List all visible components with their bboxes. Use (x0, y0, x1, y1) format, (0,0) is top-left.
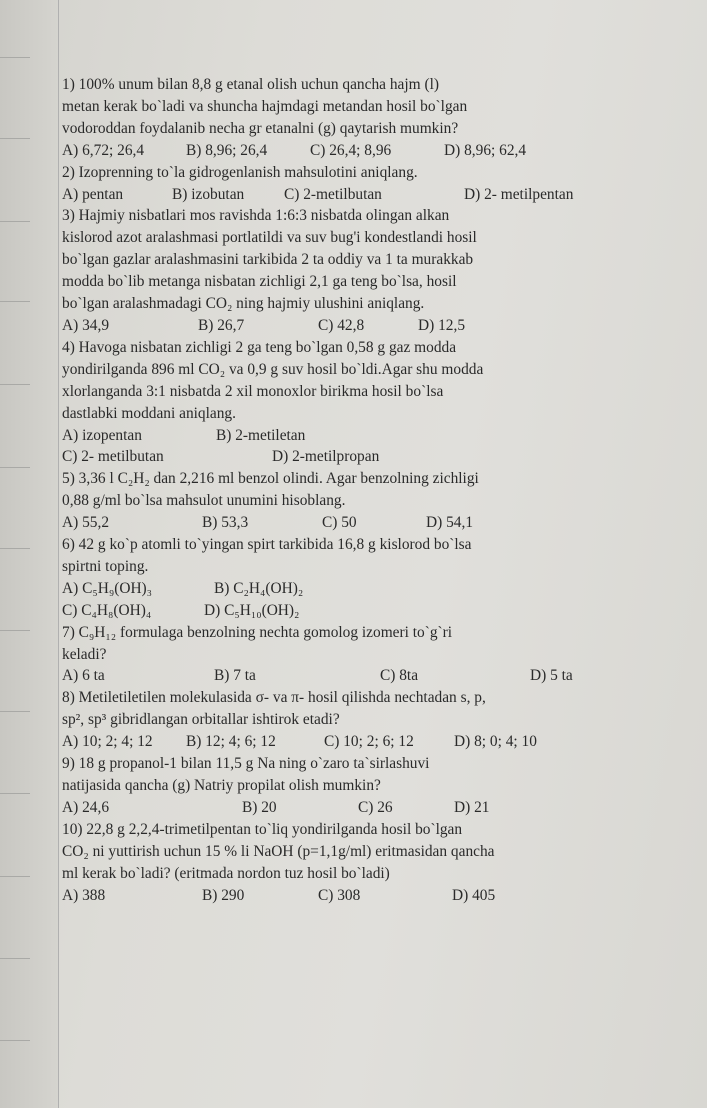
question-10 (62, 819, 592, 907)
margin-tick (0, 958, 30, 959)
option-b: B) 7 ta (214, 667, 256, 685)
question-4 (62, 337, 592, 468)
option-c: C) 26 (358, 798, 393, 816)
question-text: 1) 100% unum bilan 8,8 g etanal olish uchun qancha hajm (l) (62, 76, 439, 93)
question-1 (62, 74, 592, 162)
option-a: A) 6 ta (62, 667, 105, 685)
question-3 (62, 205, 592, 336)
question-text: sp², sp³ gibridlangan orbitallar ishtirok etadi? (62, 711, 340, 729)
margin-tick (0, 630, 30, 631)
option-a: A) izopentan (62, 426, 142, 444)
option-b: B) 26,7 (198, 316, 245, 334)
margin-tick (0, 548, 30, 549)
option-d: D) 12,5 (418, 316, 466, 334)
question-6 (62, 534, 592, 622)
answer-options (62, 140, 592, 162)
option-c: C) 26,4; 8,96 (310, 141, 392, 159)
option-b: B) 8,96; 26,4 (186, 141, 268, 159)
option-a: A) 34,9 (62, 316, 110, 334)
margin-tick (0, 711, 30, 712)
question-text: natijasida qancha (g) Natriy propilat olish mumkin? (62, 777, 381, 794)
answer-options (62, 665, 592, 687)
question-text: metan kerak bo`ladi va shuncha hajmdagi metandan hosil bo`lgan (62, 97, 468, 115)
margin-tick (0, 221, 30, 222)
question-text: keladi? (62, 645, 107, 663)
option-c: C) 308 (318, 886, 361, 904)
question-text: ml kerak bo`ladi? (eritmada nordon tuz hosil bo`ladi) (62, 864, 390, 882)
question-5 (62, 468, 592, 534)
option-b: B) izobutan (172, 185, 245, 203)
question-text: 8) Metiletiletilen molekulasida σ- va π- hosil qilishda nechtadan s, p, (62, 689, 486, 707)
answer-options (62, 600, 592, 622)
question-text: 6) 42 g ko`p atomli to`yingan spirt tarkibida 16,8 g kislorod bo`lsa (62, 536, 472, 554)
question-text: bo`lgan gazlar aralashmasini tarkibida 2 ta oddiy va 1 ta murakkab (62, 251, 474, 269)
option-d: D) 8; 0; 4; 10 (454, 733, 537, 751)
option-d: D) 5 ta (530, 667, 573, 685)
option-c: C) 2-metilbutan (284, 185, 382, 203)
question-2 (62, 162, 592, 206)
question-text: dastlabki moddani aniqlang. (62, 404, 236, 422)
option-d: D) C₅H₁₀(OH)₂ (204, 601, 300, 619)
option-a: A) 388 (62, 886, 106, 904)
margin-tick (0, 793, 30, 794)
question-text: xlorlanganda 3:1 nisbatda 2 xil monoxlor birikma hosil bo`lsa (62, 382, 444, 400)
answer-options (62, 578, 592, 600)
margin-tick (0, 876, 30, 877)
option-a: A) 24,6 (62, 798, 110, 816)
margin-tick (0, 57, 30, 58)
margin-tick (0, 1040, 30, 1041)
option-d: D) 21 (454, 798, 490, 816)
answer-options (62, 315, 592, 337)
option-b: B) 12; 4; 6; 12 (186, 733, 276, 751)
margin-tick (0, 467, 30, 468)
question-text: 5) 3,36 l C₂H₂ dan 2,216 ml benzol olindi. Agar benzolning zichligi (62, 470, 479, 488)
margin-tick (0, 301, 30, 302)
option-c: C) 8ta (380, 667, 419, 685)
option-b: B) 20 (242, 798, 277, 816)
margin-tick (0, 138, 30, 139)
question-text: 10) 22,8 g 2,2,4-trimetilpentan to`liq yondirilganda hosil bo`lgan (62, 820, 463, 838)
option-b: B) 2-metiletan (216, 426, 306, 444)
question-text: 4) Havoga nisbatan zichligi 2 ga teng bo`lgan 0,58 g gaz modda (62, 338, 457, 356)
answer-options (62, 425, 592, 447)
notebook-margin (0, 0, 58, 1108)
question-7 (62, 622, 592, 688)
option-a: A) C₅H₉(OH)₃ (62, 579, 153, 597)
option-a: A) 55,2 (62, 514, 110, 532)
question-9 (62, 753, 592, 819)
option-a: A) 10; 2; 4; 12 (62, 733, 153, 751)
question-text: modda bo`lib metanga nisbatan zichligi 2,1 ga teng bo`lsa, hosil (62, 273, 457, 291)
answer-options (62, 797, 592, 819)
option-a: A) 6,72; 26,4 (62, 141, 145, 159)
answer-options (62, 512, 592, 534)
question-text: CO₂ ni yuttirish uchun 15 % li NaOH (p=1,1g/ml) eritmasidan qancha (62, 842, 495, 860)
option-c: C) 10; 2; 6; 12 (324, 733, 414, 751)
option-c: C) 42,8 (318, 316, 365, 334)
answer-options (62, 885, 592, 907)
option-c: C) 2- metilbutan (62, 448, 164, 466)
question-text: bo`lgan aralashmadagi CO₂ ning hajmiy ulushini aniqlang. (62, 295, 425, 313)
margin-tick (0, 384, 30, 385)
answer-options (62, 184, 592, 206)
question-text: kislorod azot aralashmasi portlatildi va suv bug'i kondestlandi hosil (62, 229, 477, 247)
answer-options (62, 446, 592, 468)
option-d: D) 2- metilpentan (464, 185, 574, 203)
question-text: 0,88 g/ml bo`lsa mahsulot unumini hisoblang. (62, 492, 346, 510)
option-b: B) C₂H₄(OH)₂ (214, 579, 304, 597)
option-c: C) C₄H₈(OH)₄ (62, 601, 152, 619)
question-text: spirtni toping. (62, 557, 149, 575)
question-text: 2) Izoprenning to`la gidrogenlanish mahsulotini aniqlang. (62, 163, 418, 181)
option-a: A) pentan (62, 185, 124, 203)
question-text: 7) C₉H₁₂ formulaga benzolning nechta gomolog izomeri to`g`ri (62, 623, 453, 641)
question-text: 3) Hajmiy nisbatlari mos ravishda 1:6:3 nisbatda olingan alkan (62, 207, 450, 225)
answer-options (62, 731, 592, 753)
question-8 (62, 687, 592, 753)
option-d: D) 405 (452, 886, 496, 904)
option-b: B) 53,3 (202, 514, 249, 532)
margin-line (58, 0, 59, 1108)
option-d: D) 54,1 (426, 514, 474, 532)
question-list (62, 74, 592, 906)
question-text: 9) 18 g propanol-1 bilan 11,5 g Na ning o`zaro ta`sirlashuvi (62, 755, 430, 773)
option-c: C) 50 (322, 514, 357, 532)
question-text: yondirilganda 896 ml CO₂ va 0,9 g suv hosil bo`ldi.Agar shu modda (62, 360, 484, 378)
option-d: D) 2-metilpropan (272, 448, 380, 466)
option-b: B) 290 (202, 886, 245, 904)
question-text: vodoroddan foydalanib necha gr etanalni (g) qaytarish mumkin? (62, 119, 459, 137)
option-d: D) 8,96; 62,4 (444, 141, 527, 159)
